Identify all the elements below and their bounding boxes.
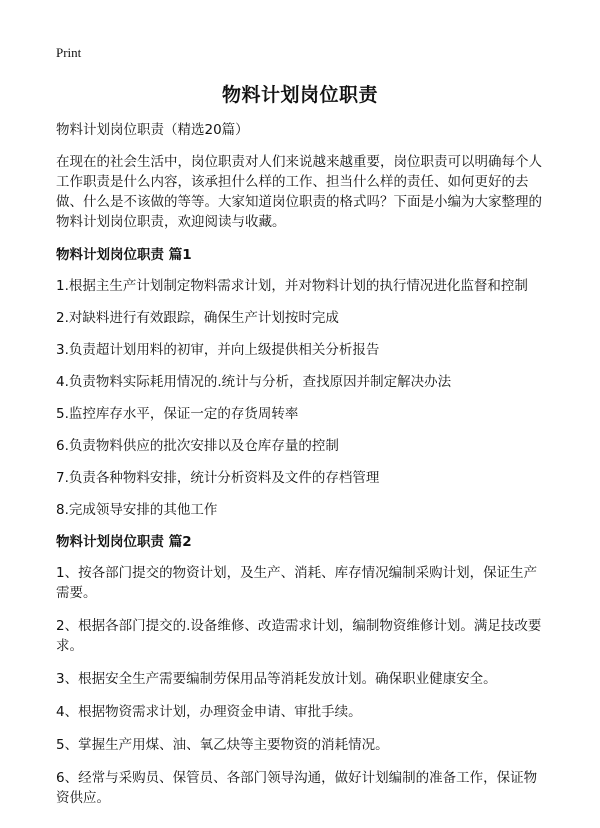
list-item: 2.对缺料进行有效跟踪，确保生产计划按时完成 [56,310,339,326]
list-item: 8.完成领导安排的其他工作 [56,502,218,518]
print-label[interactable]: Print [56,45,82,60]
list-item: 4、根据物资需求计划，办理资金申请、审批手续。 [56,704,362,720]
section-heading: 物料计划岗位职责 篇2 [56,534,192,550]
list-item: 7.负责各种物料安排，统计分析资料及文件的存档管理 [56,470,380,486]
list-item: 3、根据安全生产需要编制劳保用品等消耗发放计划。确保职业健康安全。 [56,671,497,687]
list-item: 5、掌握生产用煤、油、氧乙炔等主要物资的消耗情况。 [56,737,389,753]
list-item: 6.负责物料供应的批次安排以及仓库存量的控制 [56,438,339,454]
section-heading: 物料计划岗位职责 篇1 [56,247,192,263]
intro-paragraph: 在现在的社会生活中，岗位职责对人们来说越来越重要，岗位职责可以明确每个人工作职责是什么内容，该承担什么样的工作、担当什么样的责任、如何更好的去做、什么是不该做的等等。大家知道岗位职责的格式吗？下面是小编为大家整理的物料计划岗位职责，欢迎阅读与收藏。 [56,154,542,230]
document-title: 物料计划岗位职责 [221,84,378,106]
section-1 [56,245,546,520]
section-2 [56,532,546,808]
list-item: 1.根据主生产计划制定物料需求计划，并对物料计划的执行情况进化监督和控制 [56,278,528,294]
list-item: 2、根据各部门提交的.设备维修、改造需求计划，编制物资维修计划。满足技改要求。 [56,618,542,654]
document-subtitle: 物料计划岗位职责（精选20篇） [56,122,249,138]
list-item: 5.监控库存水平，保证一定的存货周转率 [56,406,299,422]
list-item: 3.负责超计划用料的初审，并向上级提供相关分析报告 [56,342,380,358]
document-body [56,120,546,821]
list-item: 1、按各部门提交的物资计划，及生产、消耗、库存情况编制采购计划，保证生产需要。 [56,565,538,601]
list-item: 6、经常与采购员、保管员、各部门领导沟通，做好计划编制的准备工作，保证物资供应。 [56,770,538,806]
list-item: 4.负责物料实际耗用情况的.统计与分析，查找原因并制定解决办法 [56,374,452,390]
